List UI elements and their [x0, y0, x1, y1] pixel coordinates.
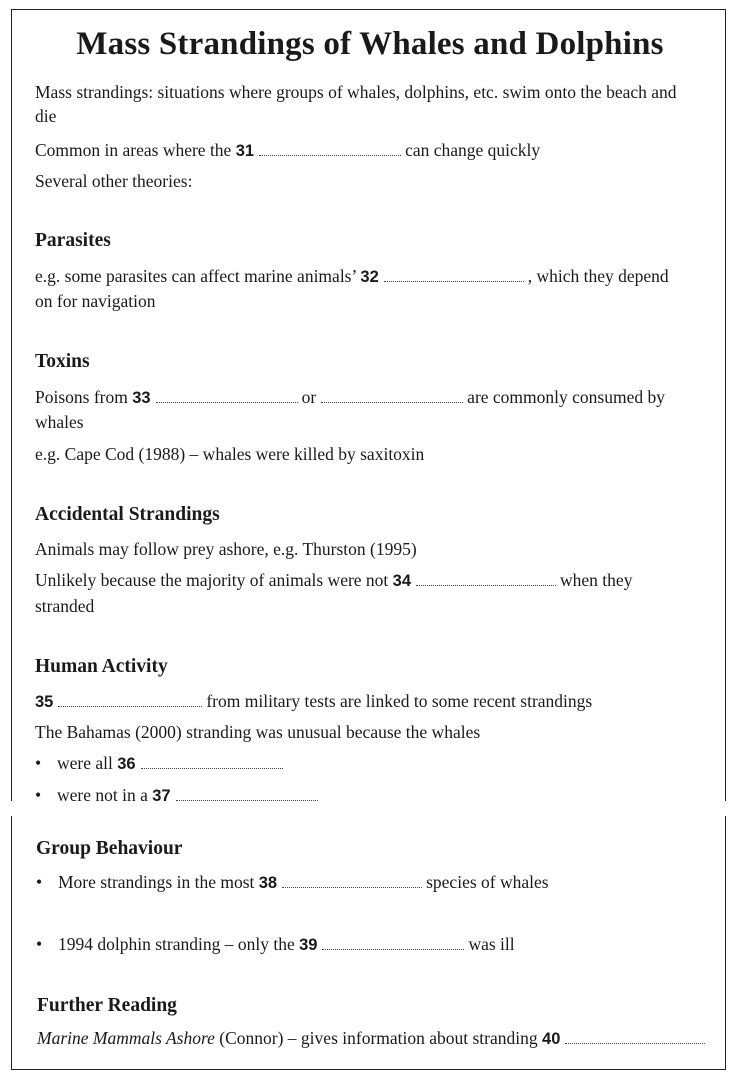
bullet-36: • [35, 753, 42, 773]
group-bullet-38 [36, 870, 549, 895]
question-number-40: 40 [542, 1030, 561, 1048]
answer-blank-33a[interactable] [156, 390, 298, 403]
human-bullet-36-text: were all [57, 753, 113, 773]
answer-blank-33b[interactable] [321, 390, 463, 403]
bullet-39: • [36, 934, 43, 954]
answer-blank-32[interactable] [384, 269, 524, 282]
intro-theories: Several other theories: [35, 171, 193, 191]
toxins-or: or [301, 387, 317, 407]
group-bullet-38-after: species of whales [426, 872, 549, 892]
intro-line-31 [35, 138, 540, 163]
toxins-line-33-after: are commonly consumed by [467, 387, 665, 407]
intro-line-31-after: can change quickly [405, 140, 541, 160]
group-bullet-39 [36, 932, 515, 957]
human-bullet-37-text: were not in a [57, 785, 148, 805]
bullet-37: • [35, 785, 42, 805]
further-line-40-text: (Connor) – gives information about stranding [219, 1028, 538, 1048]
group-bullet-39-text: 1994 dolphin stranding – only the [58, 934, 295, 954]
human-line-2: The Bahamas (2000) stranding was unusual because the whales [35, 722, 481, 742]
question-number-36: 36 [117, 755, 136, 773]
bullet-38: • [36, 872, 43, 892]
human-line-35-after: from military tests are linked to some recent strandings [206, 691, 593, 711]
parasites-line-2: on for navigation [35, 291, 156, 311]
toxins-line-33-text: Poisons from [35, 387, 128, 407]
parasites-line-32-text: e.g. some parasites can affect marine animals’ [35, 266, 357, 286]
toxins-line-2: whales [35, 412, 84, 432]
book-title: Marine Mammals Ashore [37, 1028, 215, 1048]
heading-human-activity: Human Activity [35, 656, 168, 677]
toxins-line-3: e.g. Cape Cod (1988) – whales were killed by saxitoxin [35, 444, 425, 464]
human-bullet-36 [35, 751, 287, 776]
answer-blank-36[interactable] [141, 756, 283, 769]
answer-blank-37[interactable] [176, 788, 318, 801]
accidental-line-34-after: when they [560, 570, 633, 590]
heading-toxins: Toxins [35, 351, 90, 372]
question-number-39: 39 [299, 936, 318, 954]
parasites-line-32 [35, 264, 669, 289]
heading-parasites: Parasites [35, 230, 111, 251]
group-bullet-38-text: More strandings in the most [58, 872, 255, 892]
accidental-line-3: stranded [35, 596, 95, 616]
answer-blank-34[interactable] [416, 573, 556, 586]
parasites-line-32-after: , which they depend [527, 266, 669, 286]
heading-accidental-strandings: Accidental Strandings [35, 504, 220, 525]
accidental-line-34-text: Unlikely because the majority of animals were not [35, 570, 389, 590]
intro-line-31-text: Common in areas where the [35, 140, 232, 160]
answer-blank-40[interactable] [565, 1031, 705, 1044]
intro-definition: Mass strandings: situations where groups of whales, dolphins, etc. swim onto the beach and die [35, 82, 677, 126]
heading-further-reading: Further Reading [37, 995, 177, 1016]
answer-blank-31[interactable] [259, 143, 401, 156]
accidental-line-34 [35, 568, 632, 593]
heading-group-behaviour: Group Behaviour [36, 838, 183, 859]
question-number-35: 35 [35, 693, 54, 711]
question-number-38: 38 [258, 874, 278, 892]
question-number-32: 32 [360, 268, 379, 286]
answer-blank-39[interactable] [322, 937, 464, 950]
question-number-37: 37 [152, 787, 171, 805]
toxins-line-33 [35, 385, 665, 410]
page-title: Mass Strandings of Whales and Dolphins [76, 26, 664, 62]
question-number-33: 33 [132, 389, 151, 407]
question-number-34: 34 [392, 572, 412, 590]
group-bullet-39-after: was ill [468, 934, 515, 954]
human-bullet-37 [35, 783, 322, 808]
human-line-35 [35, 689, 592, 714]
answer-blank-35[interactable] [58, 694, 202, 707]
question-number-31: 31 [235, 142, 255, 160]
answer-blank-38[interactable] [282, 875, 422, 888]
accidental-line-1: Animals may follow prey ashore, e.g. Thurston (1995) [35, 539, 417, 559]
further-line-40 [37, 1026, 709, 1051]
